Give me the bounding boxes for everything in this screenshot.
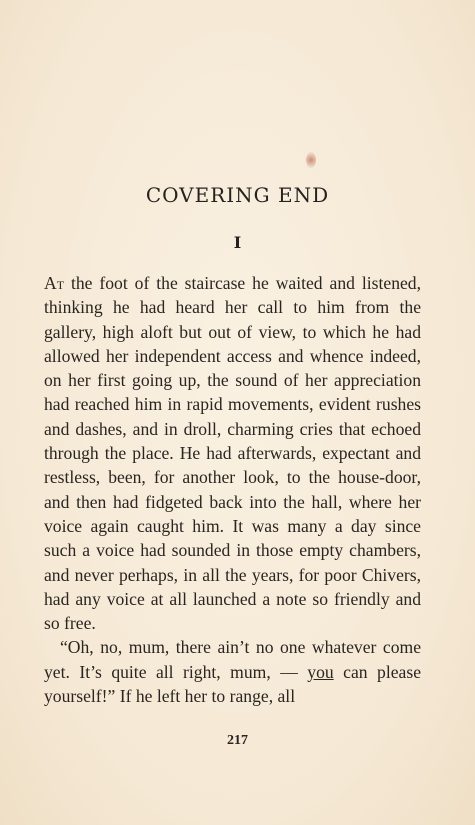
paragraph-lead-word: At — [44, 273, 65, 293]
chapter-title: COVERING END — [145, 183, 330, 207]
paragraph-2-text-after: can please yourself!” If he left her to range, all — [44, 661, 422, 707]
ink-smudge — [306, 152, 316, 168]
paragraph-2 — [44, 635, 421, 708]
paragraph-1-text: the foot of the staircase he waited and listened, thinking he had heard her call to him from the gallery, high aloft but out of view, to which he had allowed her independent access and whence indeed, on her first going up, the sound of her appreciation had reached him in rapid movements, evident rushes and dashes, and in droll, charming cries that echoed through the place. He had afterwards, expectant and restless, been, for another look, to the house-door, and then had fidgeted back into the hall, where her voice again caught him. It was many a day since such a voice had sounded in those empty chambers, and never perhaps, in all the years, for poor Chivers, had any voice at all launched a note so friendly and so free. — [44, 273, 421, 634]
paragraph-1 — [44, 271, 421, 635]
body-text — [44, 271, 421, 708]
paragraph-2-text-before: “Oh, no, mum, there ain’t no one whatever come yet. It’s quite all right, mum, — — [44, 637, 421, 682]
section-number: I — [233, 233, 242, 252]
emphasized-word: you — [307, 661, 334, 682]
page-number: 217 — [227, 733, 248, 748]
